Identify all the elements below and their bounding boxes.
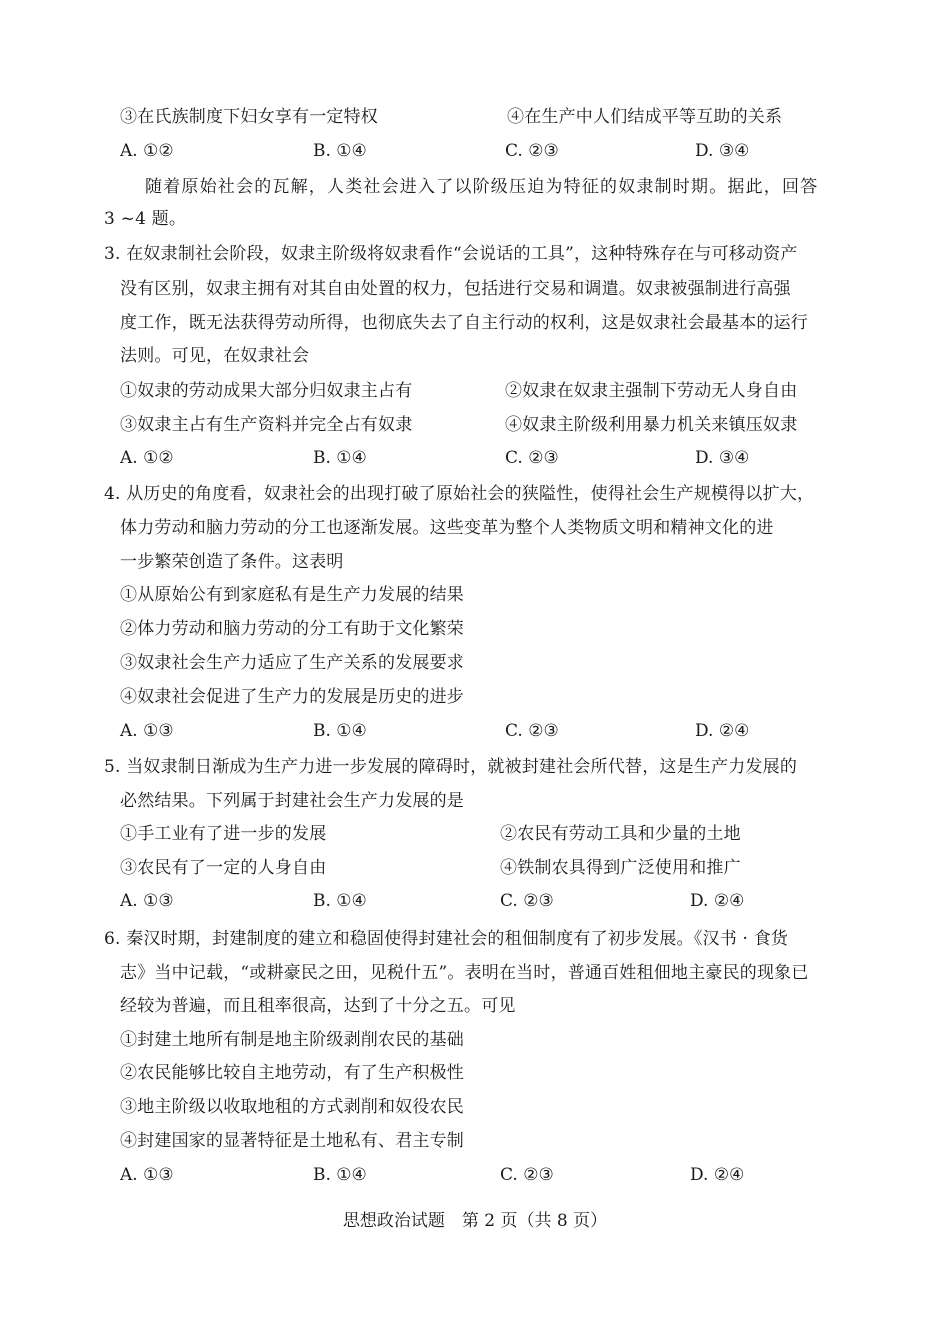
q3-options (120, 447, 840, 469)
q2-option-b: B. ①④ (313, 141, 367, 161)
q5-stem-line-1: 5. 当奴隶制日渐成为生产力进一步发展的障碍时，就被封建社会所代替，这是生产力发展的 (104, 757, 798, 777)
q4-options (120, 720, 840, 742)
q6-option-c: C. ②③ (500, 1165, 554, 1185)
q5-statement-3: ③农民有了一定的人身自由 (120, 858, 327, 878)
q6-option-a: A. ①③ (120, 1165, 174, 1185)
q4-statement-4: ④奴隶社会促进了生产力的发展是历史的进步 (120, 687, 464, 707)
q5-option-d: D. ②④ (690, 891, 745, 911)
q4-stem-line-1: 4. 从历史的角度看，奴隶社会的出现打破了原始社会的狭隘性，使得社会生产规模得以扩大， (104, 484, 815, 504)
q6-statement-3: ③地主阶级以收取地租的方式剥削和奴役农民 (120, 1097, 464, 1117)
q5-option-c: C. ②③ (500, 891, 554, 911)
q6-option-b: B. ①④ (313, 1165, 367, 1185)
intro-line-1: 随着原始社会的瓦解，人类社会进入了以阶级压迫为特征的奴隶制时期。据此，回答 (145, 177, 819, 197)
q6-statement-4: ④封建国家的显著特征是土地私有、君主专制 (120, 1131, 464, 1151)
q6-stem-line-3: 经较为普遍，而且租率很高，达到了十分之五。可见 (120, 996, 516, 1016)
q6-stem-line-1: 6. 秦汉时期，封建制度的建立和稳固使得封建社会的租佃制度有了初步发展。《汉书 · 食货 (104, 929, 789, 949)
q5-stem-line-2: 必然结果。下列属于封建社会生产力发展的是 (120, 791, 464, 811)
q4-stem-line-2: 体力劳动和脑力劳动的分工也逐渐发展。这些变革为整个人类物质文明和精神文化的进 (120, 518, 774, 538)
q5-statement-1: ①手工业有了进一步的发展 (120, 824, 327, 844)
q3-option-a: A. ①② (120, 448, 174, 468)
q2-statement-4: ④在生产中人们结成平等互助的关系 (507, 107, 783, 127)
q3-stem-line-2: 没有区别，奴隶主拥有对其自由处置的权力，包括进行交易和调遣。奴隶被强制进行高强 (120, 279, 791, 299)
q5-option-b: B. ①④ (313, 891, 367, 911)
q4-stem-line-3: 一步繁荣创造了条件。这表明 (120, 552, 344, 572)
q3-statement-1: ①奴隶的劳动成果大部分归奴隶主占有 (120, 381, 413, 401)
q3-statement-2: ②奴隶在奴隶主强制下劳动无人身自由 (505, 381, 798, 401)
q3-statement-4: ④奴隶主阶级利用暴力机关来镇压奴隶 (505, 415, 798, 435)
q2-options (120, 140, 840, 162)
q3-stem-line-4: 法则。可见，在奴隶社会 (120, 346, 310, 366)
q3-statement-3: ③奴隶主占有生产资料并完全占有奴隶 (120, 415, 413, 435)
page-footer: 思想政治试题 第 2 页（共 8 页） (342, 1211, 608, 1231)
q2-option-a: A. ①② (120, 141, 174, 161)
q5-statement-2: ②农民有劳动工具和少量的土地 (500, 824, 741, 844)
q4-statement-1: ①从原始公有到家庭私有是生产力发展的结果 (120, 585, 464, 605)
q6-stem-line-2: 志》当中记载，“或耕豪民之田，见税什五”。表明在当时，普通百姓租佃地主豪民的现象已 (120, 963, 809, 983)
q4-statement-2: ②体力劳动和脑力劳动的分工有助于文化繁荣 (120, 619, 464, 639)
q6-statement-2: ②农民能够比较自主地劳动，有了生产积极性 (120, 1063, 464, 1083)
q2-option-c: C. ②③ (505, 141, 559, 161)
q5-statement-4: ④铁制农具得到广泛使用和推广 (500, 858, 741, 878)
q4-statement-3: ③奴隶社会生产力适应了生产关系的发展要求 (120, 653, 464, 673)
q4-option-a: A. ①③ (120, 721, 174, 741)
q3-option-c: C. ②③ (505, 448, 559, 468)
q2-option-d: D. ③④ (695, 141, 750, 161)
q3-option-b: B. ①④ (313, 448, 367, 468)
q6-options (120, 1164, 840, 1186)
q5-options (120, 890, 840, 912)
q3-stem-line-3: 度工作，既无法获得劳动所得，也彻底失去了自主行动的权利，这是奴隶社会最基本的运行 (120, 313, 808, 333)
q4-option-c: C. ②③ (505, 721, 559, 741)
q3-stem-line-1: 3. 在奴隶制社会阶段，奴隶主阶级将奴隶看作“会说话的工具”，这种特殊存在与可移动资产 (104, 244, 798, 264)
q4-option-d: D. ②④ (695, 721, 750, 741)
q4-option-b: B. ①④ (313, 721, 367, 741)
q2-statement-3: ③在氏族制度下妇女享有一定特权 (120, 107, 378, 127)
q6-statement-1: ①封建土地所有制是地主阶级剥削农民的基础 (120, 1030, 464, 1050)
intro-line-2: 3 ~4 题。 (104, 209, 187, 229)
q3-option-d: D. ③④ (695, 448, 750, 468)
q6-option-d: D. ②④ (690, 1165, 745, 1185)
q5-option-a: A. ①③ (120, 891, 174, 911)
